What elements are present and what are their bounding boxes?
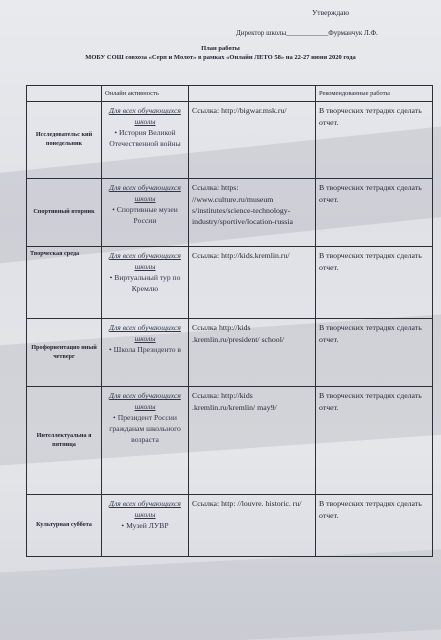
schedule-table xyxy=(26,85,433,557)
activity-text: Виртуальный тур по Кремлю xyxy=(114,273,181,294)
activity-cell xyxy=(102,247,189,319)
activity-text: Спортивные музеи России xyxy=(116,205,178,226)
audience-text: Для всех обучающихся школы xyxy=(109,251,181,272)
activity-cell xyxy=(102,495,189,557)
activity-cell xyxy=(102,102,189,179)
recommendation-cell: В творческих тетрадях сделать отчет. xyxy=(316,179,433,247)
table-row xyxy=(27,247,433,319)
audience-text: Для всех обучающихся школы xyxy=(109,499,181,520)
recommendation-cell: В творческих тетрадях сделать отчет. xyxy=(316,247,433,319)
activity-item: • Спортивные музеи России xyxy=(112,205,178,226)
shadow-overlay xyxy=(0,546,441,640)
header-cell-online-activity: Онлайн активность xyxy=(102,86,189,102)
activity-text: Музей ЛУВР xyxy=(126,521,169,531)
approval-label: Утверждаю xyxy=(312,8,350,17)
activity-cell xyxy=(102,387,189,495)
table-row xyxy=(27,387,433,495)
link-cell[interactable]: Ссылка http://kids .kremlin.ru/president/ school/ xyxy=(189,319,316,387)
table-row xyxy=(27,495,433,557)
table-row xyxy=(27,179,433,247)
activity-text: Школа Президенто в xyxy=(113,345,181,355)
link-cell[interactable]: Ссылка: http://bigwar.msk.ru/ xyxy=(189,102,316,179)
audience-text: Для всех обучающихся школы xyxy=(109,391,181,412)
day-cell: Творческая среда xyxy=(27,247,102,319)
director-signature-line: Директор школы____________Фурманчук Л.Ф. xyxy=(236,29,378,37)
day-cell: Спортивный вторник xyxy=(27,179,102,247)
link-cell[interactable]: Ссылка: http://kids .kremlin.ru/kremlin/ may9/ xyxy=(189,387,316,495)
link-cell[interactable]: Ссылка: http: //louvre. historic. ru/ xyxy=(189,495,316,557)
link-cell[interactable]: Ссылка: https: //www.culture.ru/museum s/institutes/science-technology- industry/sportive/location-russia xyxy=(189,179,316,247)
recommendation-cell: В творческих тетрадях сделать отчет. xyxy=(316,495,433,557)
activity-text: Президент России гражданам школьного возраста xyxy=(109,413,181,445)
audience-text: Для всех обучающихся школы xyxy=(109,323,181,344)
header-cell-empty xyxy=(27,86,102,102)
activity-item: • Виртуальный тур по Кремлю xyxy=(109,273,181,294)
header-cell-links xyxy=(189,86,316,102)
table-row xyxy=(27,102,433,179)
header-cell-recommended: Рекомендованные работы xyxy=(316,86,433,102)
document-subtitle: МОБУ СОШ совхоза «Серп и Молот» в рамках «Онлайн ЛЕТО 58» на 22-27 июня 2020 года xyxy=(85,54,356,61)
table-row xyxy=(27,319,433,387)
activity-item: • История Великой Отечественной войны xyxy=(109,128,181,149)
recommendation-cell: В творческих тетрадях сделать отчет. xyxy=(316,319,433,387)
recommendation-cell: В творческих тетрадях сделать отчет. xyxy=(316,387,433,495)
day-cell: Исследовательс кий понедельник xyxy=(27,102,102,179)
activity-cell xyxy=(102,179,189,247)
activity-cell xyxy=(102,319,189,387)
link-cell[interactable]: Ссылка: http://kids.kremlin.ru/ xyxy=(189,247,316,319)
document-title: План работы xyxy=(201,45,240,52)
table-header-row xyxy=(27,86,433,102)
recommendation-cell: В творческих тетрадях сделать отчет. xyxy=(316,102,433,179)
audience-text: Для всех обучающихся школы xyxy=(109,106,181,127)
activity-text: История Великой Отечественной войны xyxy=(109,128,181,149)
day-cell: Культурная суббота xyxy=(27,495,102,557)
day-cell: Профориентацио нный четверг xyxy=(27,319,102,387)
day-cell: Интеллектуальна я пятница xyxy=(27,387,102,495)
activity-item: • Школа Президенто в xyxy=(109,345,181,355)
audience-text: Для всех обучающихся школы xyxy=(109,183,181,204)
activity-item: • Президент России гражданам школьного возраста xyxy=(109,413,181,445)
activity-item: • Музей ЛУВР xyxy=(121,521,169,531)
